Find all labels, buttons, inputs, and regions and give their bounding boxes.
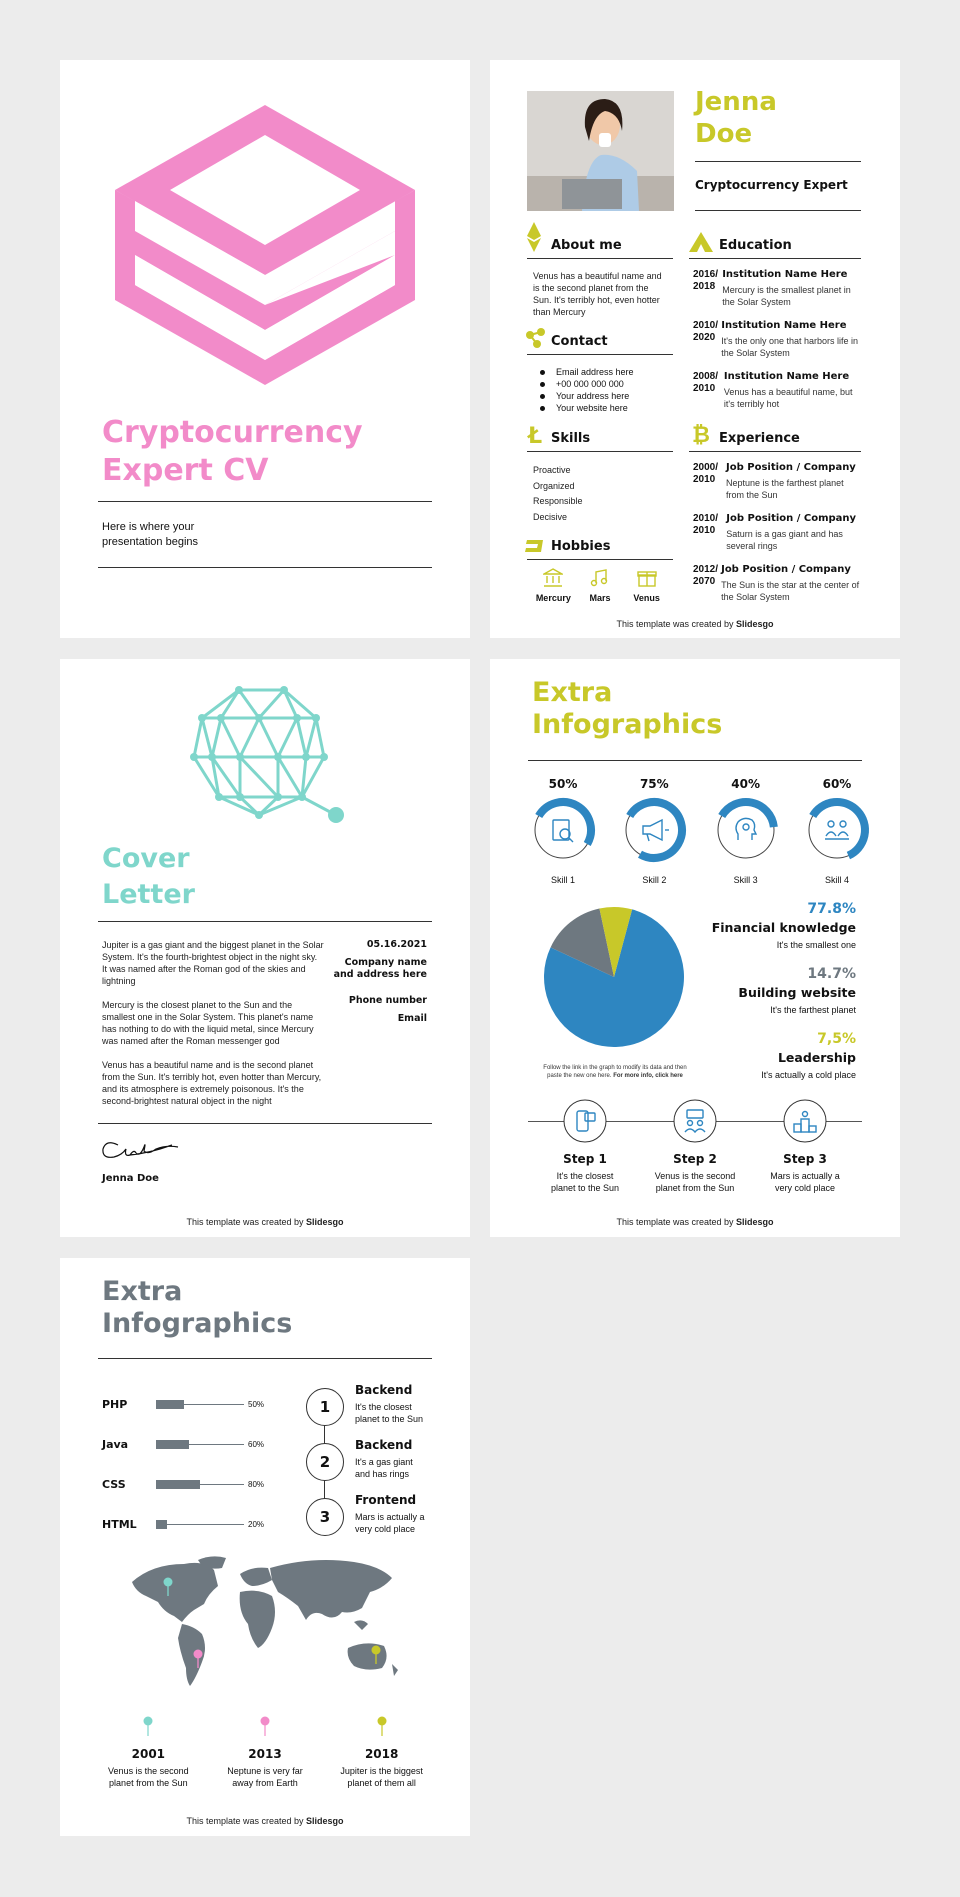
phone-chat-icon — [563, 1099, 607, 1143]
letter-paragraph: Jupiter is a gas giant and the biggest planet in the Solar System. It's the fourth-brightest object in the night sky. It was named after the Roman god of the skies and lightning — [102, 940, 324, 986]
skill-item: Responsible — [533, 496, 583, 506]
template-credit — [490, 619, 900, 629]
gauge-label: Skill 2 — [642, 875, 667, 885]
entry-date: 2070 — [693, 576, 716, 587]
litecoin-icon: Ł — [528, 424, 543, 449]
bar-track — [156, 1520, 244, 1529]
entry-date: 2010 — [693, 525, 716, 536]
gauge-label: Skill 3 — [733, 875, 758, 885]
gauge-arc — [630, 802, 682, 858]
step-desc: It's the closest — [556, 1171, 614, 1181]
step-title: Step 1 — [563, 1152, 607, 1166]
step-title: Step 3 — [783, 1152, 827, 1166]
map-pin-pink — [194, 1650, 203, 1659]
gauge-ring — [620, 796, 688, 864]
entry-date: 2016/ — [693, 269, 719, 280]
bar-fill — [156, 1520, 167, 1529]
cover-title-line1: Cryptocurrency — [102, 415, 363, 450]
bar-track — [156, 1480, 244, 1489]
gauge-ring — [712, 796, 780, 864]
skill-bar-row — [102, 1384, 272, 1424]
letter-company-line2: and address here — [333, 969, 427, 980]
year-desc: Venus is the second — [108, 1766, 189, 1776]
bar-percent: 60% — [248, 1439, 265, 1449]
letter-paragraph: Mercury is the closest planet to the Sun and the smallest one in the Solar System. This planet's name has nothing to do with the liquid metal, since Mercury was named after the Roman messenger god — [102, 1000, 314, 1046]
entry-name: Job Position / Company — [726, 513, 857, 524]
skill-gauge — [619, 777, 689, 885]
timeline-desc: Mars is actually a — [355, 1512, 425, 1522]
contact-phone: +00 000 000 000 — [532, 378, 634, 390]
education-title: Education — [719, 238, 792, 253]
skill-bar-row — [102, 1424, 272, 1464]
template-credit — [490, 1217, 900, 1227]
bar-label: Java — [102, 1437, 129, 1451]
pin-icon — [260, 1716, 270, 1736]
stat-block — [696, 966, 856, 1031]
pie-note-link[interactable]: For more info, click here — [613, 1073, 683, 1079]
gauge-arc — [813, 802, 865, 856]
entry-date: 2010/ — [693, 320, 719, 331]
education-list — [693, 269, 861, 422]
year-label: 2018 — [364, 1747, 399, 1761]
dash-coin-icon — [523, 539, 545, 553]
stat-value: 14.7% — [807, 966, 856, 982]
cover-page — [60, 60, 470, 638]
letter-company-line1: Company name — [344, 957, 427, 968]
skill-gauges — [528, 777, 872, 885]
gauge-percent: 60% — [822, 777, 852, 791]
megaphone-icon — [643, 820, 669, 841]
experience-title: Experience — [719, 431, 800, 446]
infographics-page-1 — [490, 659, 900, 1237]
step-desc: planet to the Sun — [550, 1183, 620, 1193]
signature-icon — [100, 1137, 180, 1163]
pie-stats — [696, 901, 856, 1096]
stat-desc: It's the farthest planet — [770, 1005, 856, 1015]
cover-subtitle-line2: presentation begins — [102, 536, 199, 548]
info2-title-line1: Extra — [102, 1276, 183, 1307]
woman-with-laptop-photo-icon — [527, 91, 674, 211]
gift-icon — [637, 568, 657, 588]
step-item — [645, 1099, 745, 1194]
skill-bars — [102, 1384, 272, 1544]
gauge-arc — [721, 802, 773, 827]
education-entry — [693, 320, 861, 371]
stat-block — [696, 901, 856, 966]
pin-icon — [377, 1716, 387, 1736]
entry-desc: It's the only one that harbors life in the Solar System — [721, 336, 859, 358]
year-desc: planet from the Sun — [109, 1778, 188, 1788]
letter-body — [102, 939, 324, 1107]
skill-gauge — [711, 777, 781, 885]
contact-email: Email address here — [532, 366, 634, 378]
credit-prefix: This template was created by — [616, 619, 734, 629]
cover-subtitle-line1: Here is where your — [102, 521, 195, 533]
year-desc: away from Earth — [232, 1778, 298, 1788]
timeline-number: 3 — [306, 1498, 344, 1536]
map-pin-lime — [372, 1646, 381, 1655]
stat-title: Building website — [738, 985, 856, 1000]
credit-prefix: This template was created by — [616, 1217, 734, 1227]
about-title: About me — [551, 238, 622, 253]
gauge-ring — [529, 796, 597, 864]
timeline-number: 2 — [306, 1443, 344, 1481]
infographics-page-2 — [60, 1258, 470, 1836]
entry-date: 2010 — [693, 474, 716, 485]
skill-gauge — [528, 777, 598, 885]
bar-fill — [156, 1400, 184, 1409]
timeline-title: Backend — [355, 1383, 413, 1397]
entry-name: Institution Name Here — [722, 269, 848, 280]
bitcoin-icon: ₿ — [692, 423, 710, 448]
pie-note — [530, 1064, 700, 1080]
gauge-percent: 40% — [731, 777, 761, 791]
step-desc: very cold place — [774, 1183, 836, 1193]
info2-title-line2: Infographics — [102, 1308, 293, 1339]
numbered-timeline — [306, 1383, 446, 1553]
idea-head-icon — [736, 818, 756, 840]
credit-brand: Slidesgo — [306, 1816, 344, 1826]
hobby-item — [577, 568, 623, 603]
info1-title-line2: Infographics — [532, 709, 723, 740]
hobby-label: Mercury — [535, 593, 571, 603]
search-document-icon — [553, 820, 573, 842]
entry-date: 2018 — [693, 281, 716, 292]
hobby-label: Mars — [589, 593, 611, 603]
steps — [530, 1099, 860, 1194]
letter-paragraph: Venus has a beautiful name and is the second planet from the Sun. It's terribly hot, even hotter than Mercury, and its atmosphere is extremely poisonous. It's the second-brightest natural object in the night — [102, 1060, 322, 1106]
gauge-label: Skill 4 — [824, 875, 849, 885]
year-item — [93, 1716, 203, 1789]
hobby-item — [624, 568, 670, 603]
year-label: 2013 — [248, 1747, 282, 1761]
year-item — [210, 1716, 320, 1789]
team-icon — [673, 1099, 717, 1143]
timeline-item — [306, 1438, 446, 1498]
about-text: Venus has a beautiful name and is the second planet from the Sun. It's terribly hot, even hotter than Mercury — [533, 271, 662, 317]
map-pin-teal — [164, 1578, 173, 1587]
timeline-desc: planet to the Sun — [355, 1414, 424, 1424]
template-credit — [60, 1816, 470, 1826]
cv-last-name: Doe — [695, 119, 753, 149]
gauge-percent: 75% — [639, 777, 669, 791]
timeline-desc: It's a gas giant — [355, 1457, 413, 1467]
stacked-hexagon-logo-icon — [115, 105, 420, 385]
timeline-desc: very cold place — [355, 1524, 416, 1534]
stat-desc: It's actually a cold place — [761, 1070, 856, 1080]
bar-fill — [156, 1440, 189, 1449]
gauge-label: Skill 1 — [550, 875, 575, 885]
entry-date: 2020 — [693, 332, 716, 343]
skill-gauge — [802, 777, 872, 885]
timeline-desc: It's the closest — [355, 1402, 412, 1412]
step-desc: Venus is the second — [654, 1171, 736, 1181]
template-credit — [60, 1217, 470, 1227]
timeline-number: 1 — [306, 1388, 344, 1426]
hobby-label: Venus — [633, 593, 660, 603]
contact-address: Your address here — [532, 390, 634, 402]
year-desc: Neptune is very far — [227, 1766, 303, 1776]
entry-desc: Saturn is a gas giant and has several rings — [726, 529, 843, 551]
contact-website: Your website here — [532, 402, 634, 414]
entry-date: 2012/ — [693, 564, 719, 575]
cover-letter-page — [60, 659, 470, 1237]
stat-title: Leadership — [777, 1050, 856, 1065]
cv-page — [490, 60, 900, 638]
ethereum-icon — [527, 222, 541, 252]
letter-title-line1: Cover — [102, 843, 190, 874]
year-desc: planet of them all — [347, 1778, 416, 1788]
bar-label: CSS — [102, 1477, 126, 1491]
bar-percent: 50% — [248, 1399, 265, 1409]
cv-role: Cryptocurrency Expert — [695, 178, 848, 192]
bar-percent: 20% — [248, 1519, 265, 1529]
podium-icon — [783, 1099, 827, 1143]
gauge-arc — [539, 802, 591, 844]
pie-note-line1: Follow the link in the graph to modify its data and then — [543, 1065, 687, 1071]
cover-title-line2: Expert CV — [102, 453, 269, 488]
letter-date: 05.16.2021 — [366, 939, 427, 950]
entry-date: 2010 — [693, 383, 716, 394]
pie-chart — [542, 905, 686, 1049]
bar-label: HTML — [102, 1517, 137, 1531]
entry-name: Job Position / Company — [721, 564, 851, 575]
stat-block — [696, 1031, 856, 1096]
network-sphere-logo-icon — [184, 685, 356, 835]
entry-date: 2008/ — [693, 371, 719, 382]
timeline-title: Backend — [355, 1438, 413, 1452]
year-desc: Jupiter is the biggest — [340, 1766, 423, 1776]
experience-entry — [693, 462, 861, 513]
bar-track — [156, 1440, 244, 1449]
skill-bar-row — [102, 1464, 272, 1504]
letter-title-line2: Letter — [102, 879, 195, 910]
experience-list — [693, 462, 861, 615]
pie-note-line2: paste the new one here. — [547, 1073, 612, 1079]
letter-phone: Phone number — [348, 995, 427, 1006]
molecule-icon — [525, 327, 547, 349]
entry-desc: Mercury is the smallest planet in the Solar System — [722, 285, 851, 307]
credit-brand: Slidesgo — [736, 619, 774, 629]
bar-fill — [156, 1480, 200, 1489]
step-title: Step 2 — [673, 1152, 717, 1166]
entry-desc: Neptune is the farthest planet from the Sun — [726, 478, 844, 500]
entry-desc: Venus has a beautiful name, but it's terribly hot — [723, 387, 853, 409]
entry-desc: The Sun is the star at the center of the Solar System — [721, 580, 860, 602]
skill-bar-row — [102, 1504, 272, 1544]
credit-prefix: This template was created by — [186, 1816, 304, 1826]
stat-value: 77.8% — [807, 901, 856, 917]
world-map-icon — [122, 1552, 412, 1702]
music-icon — [590, 568, 610, 588]
info1-title-line1: Extra — [532, 677, 613, 708]
bar-label: PHP — [102, 1397, 128, 1411]
credit-brand: Slidesgo — [736, 1217, 774, 1227]
years-row — [90, 1716, 440, 1789]
entry-date: 2010/ — [693, 513, 719, 524]
stat-value: 7,5% — [817, 1031, 856, 1047]
credit-brand: Slidesgo — [306, 1217, 344, 1227]
credit-prefix: This template was created by — [186, 1217, 304, 1227]
meeting-icon — [825, 821, 849, 839]
gauge-percent: 50% — [548, 777, 578, 791]
entry-name: Job Position / Company — [726, 462, 856, 473]
entry-date: 2000/ — [693, 462, 719, 473]
hobbies-title: Hobbies — [551, 539, 611, 554]
skill-item: Decisive — [533, 511, 568, 522]
letter-signer: Jenna Doe — [102, 1173, 159, 1184]
step-item — [535, 1099, 635, 1194]
gauge-ring — [803, 796, 871, 864]
timeline-item — [306, 1493, 446, 1553]
contact-list — [532, 366, 634, 414]
bar-percent: 80% — [248, 1479, 265, 1489]
experience-entry — [693, 564, 861, 615]
step-item — [755, 1099, 855, 1194]
year-label: 2001 — [131, 1747, 166, 1761]
stat-title: Financial knowledge — [711, 920, 856, 935]
timeline-item — [306, 1383, 446, 1443]
skill-item: Organized — [533, 480, 575, 491]
entry-name: Institution Name Here — [723, 371, 850, 382]
cv-first-name: Jenna — [695, 87, 777, 117]
timeline-desc: and has rings — [355, 1469, 410, 1479]
education-entry — [693, 269, 861, 320]
skill-item: Proactive — [533, 465, 571, 475]
experience-entry — [693, 513, 861, 564]
hobby-item — [530, 568, 576, 603]
timeline-title: Frontend — [355, 1493, 417, 1507]
entry-name: Institution Name Here — [721, 320, 847, 331]
bank-icon — [543, 568, 563, 588]
letter-email: Email — [397, 1013, 427, 1024]
education-entry — [693, 371, 861, 422]
year-item — [327, 1716, 437, 1789]
step-desc: planet from the Sun — [655, 1183, 735, 1193]
aeternity-icon — [689, 232, 713, 252]
pin-icon — [143, 1716, 153, 1736]
skills-title: Skills — [551, 431, 591, 446]
step-desc: Mars is actually a — [770, 1171, 840, 1181]
bar-track — [156, 1400, 244, 1409]
stat-desc: It's the smallest one — [776, 940, 856, 950]
contact-title: Contact — [551, 334, 608, 349]
